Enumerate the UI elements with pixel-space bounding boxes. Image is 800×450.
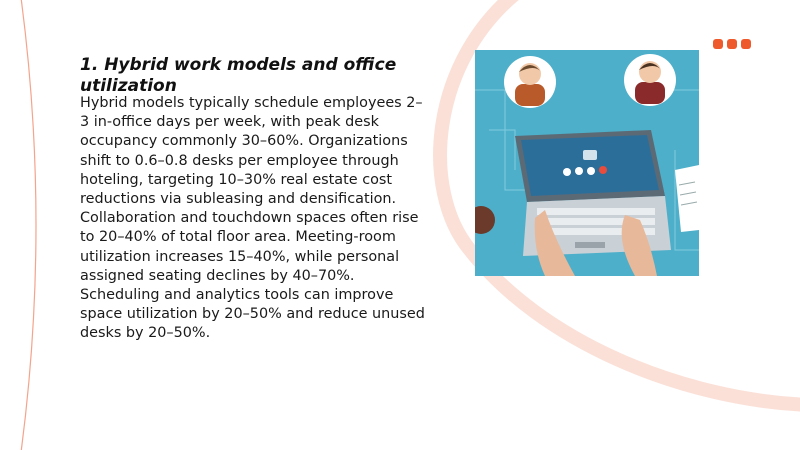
slide-body-text: Hybrid models typically schedule employees 2–3 in-office days per week, with peak desk occupancy commonly 30–60%. Organizations shift to 0.6–0.8 desks per employee through hoteling, targeting 10–30% real estate cost reductions via subleasing and densification. Collaboration and touchdown spaces often rise to 20–40% of total floor area. Meeting-room utilization increases 15–40%, while personal assigned seating declines by 40–70%. Scheduling and analytics tools can improve space utilization by 20–50% and reduce unused desks by 20–50%. — [80, 95, 425, 342]
left-arc-line — [20, 0, 36, 450]
ellipsis-icon — [713, 39, 751, 49]
dot — [713, 39, 723, 49]
video-call-illustration — [475, 50, 699, 276]
avatar — [624, 54, 676, 106]
dot — [741, 39, 751, 49]
slide-heading: 1. Hybrid work models and office utilization — [80, 55, 397, 96]
avatar — [504, 56, 556, 108]
dot — [727, 39, 737, 49]
